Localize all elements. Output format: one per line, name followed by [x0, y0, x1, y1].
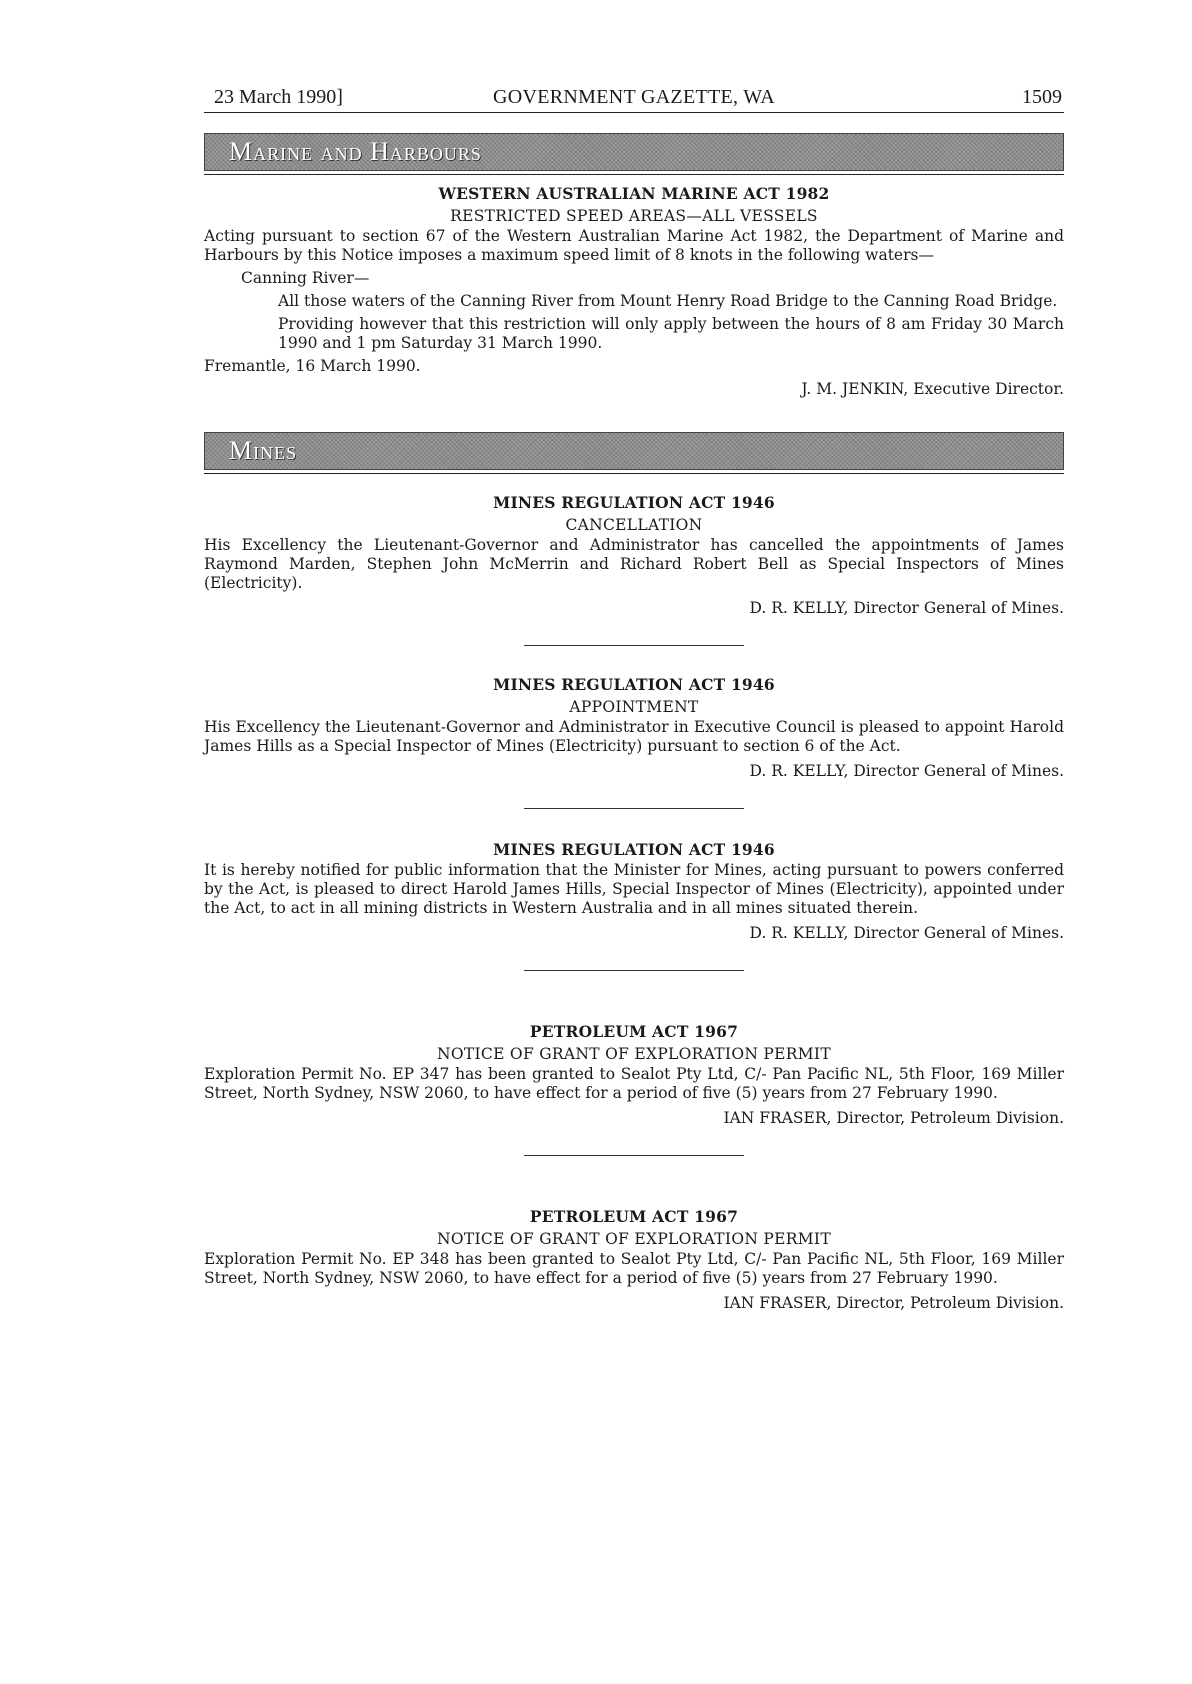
divider-rule	[524, 970, 744, 971]
notice-heading: MINES REGULATION ACT 1946	[493, 840, 775, 859]
notice-heading: WESTERN AUSTRALIAN MARINE ACT 1982	[438, 184, 830, 203]
page-number: 1509	[1022, 86, 1062, 108]
notice-mines-appointment	[204, 674, 1064, 782]
notice-body: His Excellency the Lieutenant-Governor and Administrator in Executive Council is pleased to appoint Harold James Hills as a Special Inspector of Mines (Electricity) pursuant to section 6 of the Act.	[204, 718, 1064, 755]
section-title-marine: Marine and Harbours	[229, 137, 482, 166]
header-title: GOVERNMENT GAZETTE, WA	[493, 86, 775, 108]
notice-signature: J. M. JENKIN, Executive Director.	[801, 380, 1064, 398]
gazette-page	[204, 84, 1064, 1314]
running-header	[204, 84, 1064, 113]
notice-heading: PETROLEUM ACT 1967	[529, 1207, 739, 1226]
notice-signature: IAN FRASER, Director, Petroleum Division.	[723, 1294, 1064, 1312]
notice-signature: D. R. KELLY, Director General of Mines.	[749, 599, 1064, 617]
notice-signature: IAN FRASER, Director, Petroleum Division.	[723, 1109, 1064, 1127]
notice-body: Exploration Permit No. EP 347 has been granted to Sealot Pty Ltd, C/- Pan Pacific NL, 5th Floor, 169 Miller Street, North Sydney, NSW 2060, to have effect for a period of five (5) years from 27 February 1990.	[204, 1065, 1064, 1102]
notice-body: Exploration Permit No. EP 348 has been granted to Sealot Pty Ltd, C/- Pan Pacific NL, 5th Floor, 169 Miller Street, North Sydney, NSW 2060, to have effect for a period of five (5) years from 27 February 1990.	[204, 1250, 1064, 1287]
notice-area: Canning River—	[241, 269, 370, 287]
notice-body: Acting pursuant to section 67 of the Western Australian Marine Act 1982, the Department of Marine and Harbours by this Notice imposes a maximum speed limit of 8 knots in the following waters—	[204, 227, 1064, 264]
divider-rule	[524, 808, 744, 809]
notice-detail: Providing however that this restriction will only apply between the hours of 8 am Friday 30 March 1990 and 1 pm Saturday 31 March 1990.	[278, 315, 1064, 352]
notice-petroleum-ep347	[204, 1021, 1064, 1129]
notice-body: His Excellency the Lieutenant-Governor and Administrator has cancelled the appointments of James Raymond Marden, Stephen John McMerrin and Richard Robert Bell as Special Inspectors of Mines (Electricity).	[204, 536, 1064, 592]
section-title-mines: Mines	[229, 436, 298, 465]
notice-signature: D. R. KELLY, Director General of Mines.	[749, 924, 1064, 942]
notice-signature: D. R. KELLY, Director General of Mines.	[749, 762, 1064, 780]
notice-heading: MINES REGULATION ACT 1946	[493, 493, 775, 512]
notice-place-date: Fremantle, 16 March 1990.	[204, 357, 421, 375]
notice-body: It is hereby notified for public information that the Minister for Mines, acting pursuant to powers conferred by the Act, is pleased to direct Harold James Hills, Special Inspector of Mines (Electricity), appointed under the Act, to act in all mining districts in Western Australia and in all mines situated therein.	[204, 861, 1064, 917]
section-banner-mines	[204, 432, 1064, 470]
notice-subheading: NOTICE OF GRANT OF EXPLORATION PERMIT	[437, 1045, 831, 1063]
notice-marine-act	[204, 183, 1064, 400]
notice-mines-direction	[204, 839, 1064, 944]
notice-detail: All those waters of the Canning River from Mount Henry Road Bridge to the Canning Road Bridge.	[278, 292, 1058, 310]
header-date: 23 March 1990]	[214, 86, 343, 108]
notice-subheading: NOTICE OF GRANT OF EXPLORATION PERMIT	[437, 1230, 831, 1248]
section-banner-marine	[204, 133, 1064, 171]
notice-subheading: RESTRICTED SPEED AREAS—ALL VESSELS	[450, 207, 818, 225]
divider-rule	[524, 645, 744, 646]
notice-heading: PETROLEUM ACT 1967	[529, 1022, 739, 1041]
notice-petroleum-ep348	[204, 1206, 1064, 1314]
notice-subheading: CANCELLATION	[565, 516, 703, 534]
notice-mines-cancellation	[204, 492, 1064, 619]
notice-heading: MINES REGULATION ACT 1946	[493, 675, 775, 694]
divider-rule	[524, 1155, 744, 1156]
notice-subheading: APPOINTMENT	[569, 698, 699, 716]
